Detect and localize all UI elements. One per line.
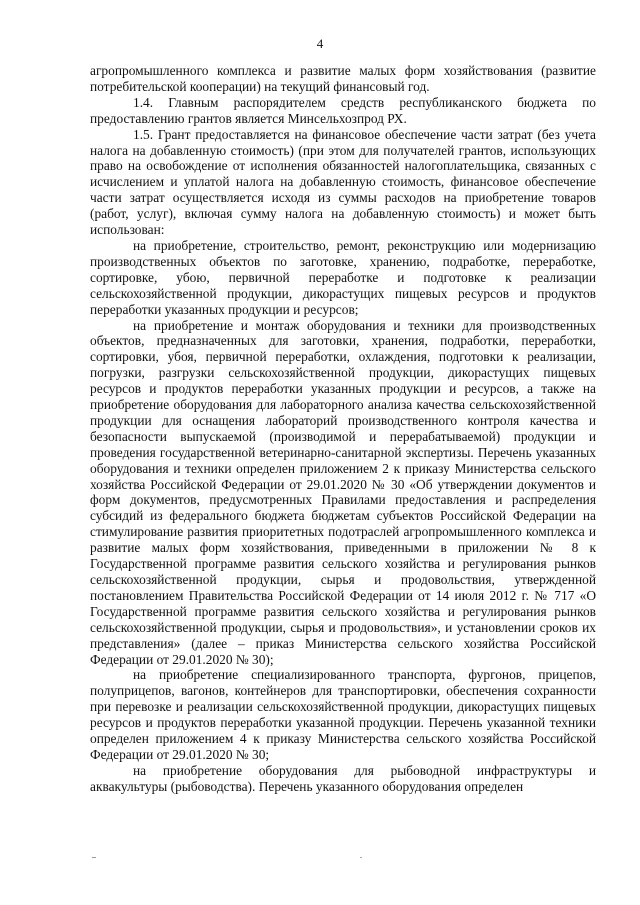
paragraph-aquaculture: на приобретение оборудования для рыбоводной инфраструктуры и аквакультуры (рыбоводства). Перечень указанного оборудования определен <box>90 762 596 794</box>
document-body <box>90 63 596 795</box>
scan-mark <box>92 857 96 858</box>
paragraph-construction: на приобретение, строительство, ремонт, реконструкцию или модернизацию производственных объектов по заготовке, хранению, подработке, переработке, сортировке, убою, первичной переработке и подготовке к реализации сельскохозяйственной продукции, дикорастущих пищевых ресурсов и продуктов переработки указанных продукции и ресурсов; <box>90 237 596 317</box>
paragraph-continuation: агропромышленного комплекса и развитие малых форм хозяйствования (развитие потребительской кооперации) на текущий финансовый год. <box>90 63 596 94</box>
paragraph-1-5: 1.5. Грант предоставляется на финансовое обеспечение части затрат (без учета налога на добавленную стоимость) (при этом для получателей грантов, использующих право на освобождение от исполнения обязанностей налогоплательщика, связанных с исчислением и уплатой налога на добавленную стоимость, финансовое обеспечение части затрат осуществляется исходя из суммы расходов на приобретение товаров (работ, услуг), включая сумму налога на добавленную стоимость) и может быть использован: <box>90 126 596 238</box>
paragraph-transport: на приобретение специализированного транспорта, фургонов, прицепов, полуприцепов, вагонов, контейнеров для транспортировки, обеспечения сохранности при перевозке и реализации сельскохозяйственной продукции, дикорастущих пищевых ресурсов и продуктов переработки указанной продукции. Перечень указанной техники определен приложением 4 к приказу Министерства сельского хозяйства Российской Федерации от 29.01.2020 № 30; <box>90 667 596 762</box>
paragraph-1-4: 1.4. Главным распорядителем средств республиканского бюджета по предоставлению грантов является Минсельхозпрод РХ. <box>90 94 596 126</box>
page-number: 4 <box>316 36 324 51</box>
scan-dot <box>360 857 362 858</box>
paragraph-equipment: на приобретение и монтаж оборудования и техники для производственных объектов, предназначенных для заготовки, хранения, подработки, переработки, сортировки, убоя, первичной переработки, охлаждения, подготовки к реализации, погрузки, разгрузки сельскохозяйственной продукции, дикорастущих пищевых ресурсов и продуктов переработки указанных продукции и ресурсов, а также на приобретение оборудования для лабораторного анализа качества сельскохозяйственной продукции для оснащения лабораторий производственного контроля качества и безопасности выпускаемой (производимой и перерабатываемой) продукции и проведения государственной ветеринарно-санитарной экспертизы. Перечень указанных оборудования и техники определен приложением 2 к приказу Министерства сельского хозяйства Российской Федерации от 29.01.2020 № 30 «Об утверждении документов и форм документов, предусмотренных Правилами предоставления и распределения субсидий из федерального бюджета бюджетам субъектов Российской Федерации на стимулирование развития приоритетных подотраслей агропромышленного комплекса и развитие малых форм хозяйствования, приведенными в приложении № 8 к Государственной программе развития сельского хозяйства и регулирования рынков сельскохозяйственной продукции, сырья и продовольствия, утвержденной постановлением Правительства Российской Федерации от 14 июля 2012 г. № 717 «О Государственной программе развития сельского хозяйства и регулирования рынков сельскохозяйственной продукции, сырья и продовольствия», и установлении сроков их представления» (далее – приказ Министерства сельского хозяйства Российской Федерации от 29.01.2020 № 30); <box>90 317 596 667</box>
